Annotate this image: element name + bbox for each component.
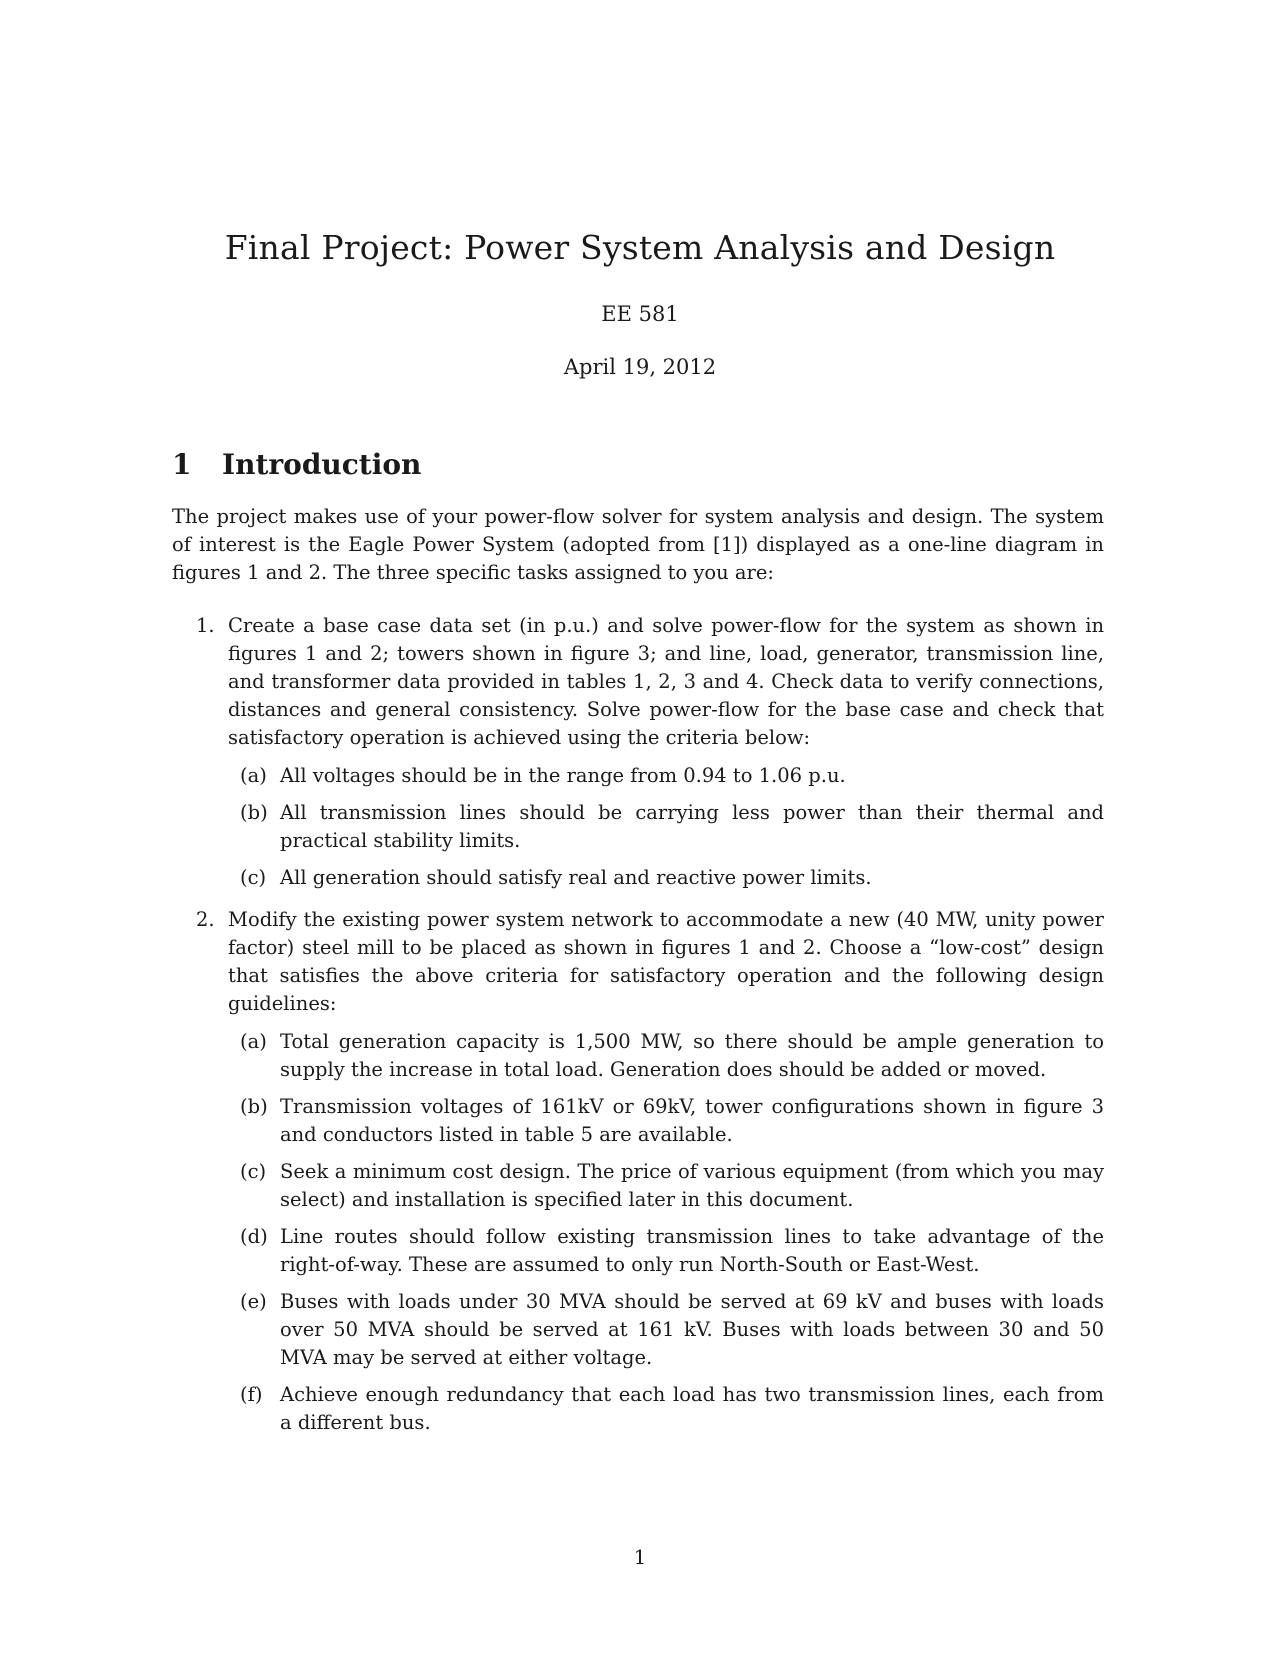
task-text: Create a base case data set (in p.u.) and solve power-flow for the system as shown in figures 1 and 2; towers shown in figure 3; and line, load, generator, transmission line, and transformer data provided in tables 1, 2, 3 and 4. Check data to verify connections, distances and general consistency. Solve power-flow for the base case and check that satisfactory operation is achieved using the criteria below: (228, 614, 1104, 749)
criteria-list (228, 762, 1104, 892)
item-text: Buses with loads under 30 MVA should be served at 69 kV and buses with loads over 50 MVA should be served at 161 kV. Buses with loads between 30 and 50 MVA may be served at either voltage. (280, 1290, 1104, 1369)
section-title: Introduction (222, 448, 422, 481)
task-item (172, 612, 1104, 892)
item-marker: (a) (240, 1030, 267, 1053)
list-item (228, 1223, 1104, 1279)
item-text: All transmission lines should be carrying less power than their thermal and practical stability limits. (280, 801, 1104, 852)
list-item (228, 864, 1104, 892)
document-title: Final Project: Power System Analysis and Design (224, 228, 1056, 267)
list-item (228, 762, 1104, 790)
course-code: EE 581 (601, 302, 679, 326)
section-number: 1 (172, 448, 192, 481)
section-heading (172, 448, 421, 481)
item-marker: (b) (240, 1095, 268, 1118)
item-text: Total generation capacity is 1,500 MW, so there should be ample generation to supply the increase in total load. Generation does should be added or moved. (280, 1030, 1104, 1081)
list-item (228, 799, 1104, 855)
guidelines-list (228, 1028, 1104, 1437)
item-marker: (f) (240, 1383, 263, 1406)
item-text: Achieve enough redundancy that each load has two transmission lines, each from a different bus. (280, 1383, 1104, 1434)
item-text: All voltages should be in the range from 0.94 to 1.06 p.u. (280, 764, 846, 787)
item-text: Seek a minimum cost design. The price of various equipment (from which you may select) and installation is specified later in this document. (280, 1160, 1104, 1211)
item-marker: (e) (240, 1290, 267, 1313)
list-item (228, 1381, 1104, 1437)
list-item (228, 1028, 1104, 1084)
item-marker: (b) (240, 801, 268, 824)
item-text: All generation should satisfy real and reactive power limits. (280, 866, 872, 889)
page-number: 1 (633, 1545, 647, 1569)
item-text: Transmission voltages of 161kV or 69kV, tower configurations shown in figure 3 and conductors listed in table 5 are available. (280, 1095, 1104, 1146)
task-marker: 2. (196, 908, 215, 931)
item-marker: (d) (240, 1225, 268, 1248)
task-item (172, 906, 1104, 1437)
list-item (228, 1093, 1104, 1149)
list-item (228, 1288, 1104, 1372)
item-marker: (c) (240, 866, 267, 889)
item-text: Line routes should follow existing transmission lines to take advantage of the right-of-way. These are assumed to only run North-South or East-West. (280, 1225, 1104, 1276)
task-text: Modify the existing power system network to accommodate a new (40 MW, unity power factor) steel mill to be placed as shown in figures 1 and 2. Choose a “low-cost” design that satisfies the above criteria for satisfactory operation and the following design guidelines: (228, 908, 1104, 1015)
task-list (172, 612, 1104, 1451)
intro-paragraph: The project makes use of your power-flow solver for system analysis and design. The system of interest is the Eagle Power System (adopted from [1]) displayed as a one-line diagram in figures 1 and 2. The three specific tasks assigned to you are: (172, 505, 1104, 584)
document-date: April 19, 2012 (563, 355, 717, 379)
task-marker: 1. (196, 614, 215, 637)
item-marker: (a) (240, 764, 267, 787)
item-marker: (c) (240, 1160, 267, 1183)
list-item (228, 1158, 1104, 1214)
